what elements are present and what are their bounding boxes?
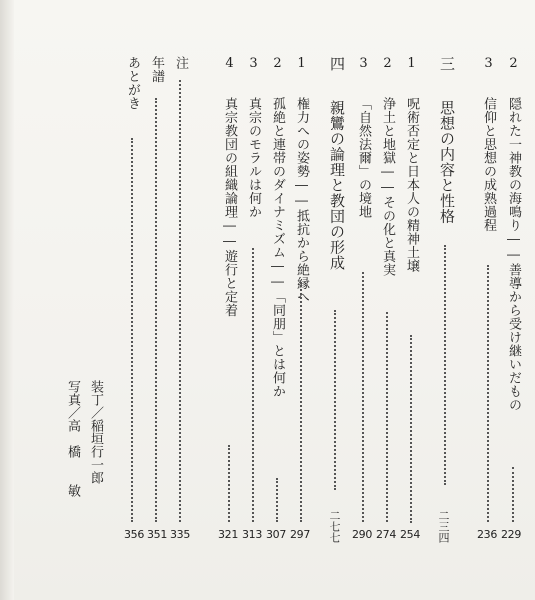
entry-title: 浄土と地獄――その化と真実 — [380, 97, 395, 277]
page-number: 290 — [351, 528, 373, 541]
page-number: 254 — [399, 528, 421, 541]
entry-title: あとがき — [125, 56, 140, 110]
page-number: 313 — [241, 528, 263, 541]
page-number: 351 — [146, 528, 168, 541]
page-number: 356 — [123, 528, 145, 541]
dot-leader — [179, 80, 181, 522]
entry-number: 3 — [246, 56, 261, 72]
page-number: 297 — [289, 528, 311, 541]
entry-number: 4 — [222, 56, 237, 72]
dot-leader — [362, 272, 364, 522]
page-number: 229 — [500, 528, 522, 541]
entry-title: 信仰と思想の成熟過程 — [481, 97, 496, 232]
entry-title: 注 — [173, 56, 188, 70]
entry-number: 2 — [506, 56, 521, 72]
entry-number: 2 — [270, 56, 285, 72]
section-title: 親鸞の論理と教団の形成 — [328, 100, 346, 271]
page-number: 274 — [375, 528, 397, 541]
entry-number: 3 — [481, 56, 496, 72]
toc-entry-1 — [503, 56, 523, 526]
entry-title: 権力への姿勢――抵抗から絶縁へ — [294, 97, 309, 304]
dot-leader — [444, 245, 446, 485]
entry-number: 3 — [356, 56, 371, 72]
section-number: 三 — [438, 56, 456, 72]
entry-title: 孤絶と連帯のダイナミズム――「同朋」とは何か — [270, 97, 285, 398]
page-number: 321 — [217, 528, 239, 541]
entry-title: 「自然法爾」の境地 — [356, 97, 371, 219]
entry-title: 呪術否定と日本人の精神土壌 — [404, 97, 419, 273]
dot-leader — [155, 98, 157, 522]
entry-number: 1 — [404, 56, 419, 72]
dot-leader — [228, 445, 230, 522]
toc-entry-9 — [267, 56, 287, 526]
section-number: 四 — [328, 56, 346, 72]
entry-title: 真宗のモラルは何か — [246, 97, 261, 219]
entry-number: 2 — [380, 56, 395, 72]
page-number: 二七七 — [328, 510, 341, 543]
entry-title: 年譜 — [149, 56, 164, 83]
dot-leader — [334, 310, 336, 490]
dot-leader — [252, 248, 254, 522]
dot-leader — [512, 467, 514, 522]
page-number: 307 — [265, 528, 287, 541]
dot-leader — [410, 335, 412, 523]
page-gutter-shadow — [0, 0, 14, 600]
photo-credit: 写真／高 橋 敏 — [65, 380, 80, 497]
design-credit: 装丁／稲垣行一郎 — [88, 380, 103, 484]
dot-leader — [300, 282, 302, 522]
dot-leader — [487, 265, 489, 522]
entry-number: 1 — [294, 56, 309, 72]
page-number: 二三四 — [437, 510, 450, 543]
dot-leader — [386, 312, 388, 522]
dot-leader — [276, 478, 278, 522]
entry-title: 隠れた一神教の海鳴り――善導から受け継いだもの — [506, 97, 521, 412]
entry-title: 真宗教団の組織論理――遊行と定着 — [222, 97, 237, 317]
dot-leader — [131, 138, 133, 522]
page-number: 335 — [169, 528, 191, 541]
section-title: 思想の内容と性格 — [438, 100, 456, 224]
page-number: 236 — [476, 528, 498, 541]
